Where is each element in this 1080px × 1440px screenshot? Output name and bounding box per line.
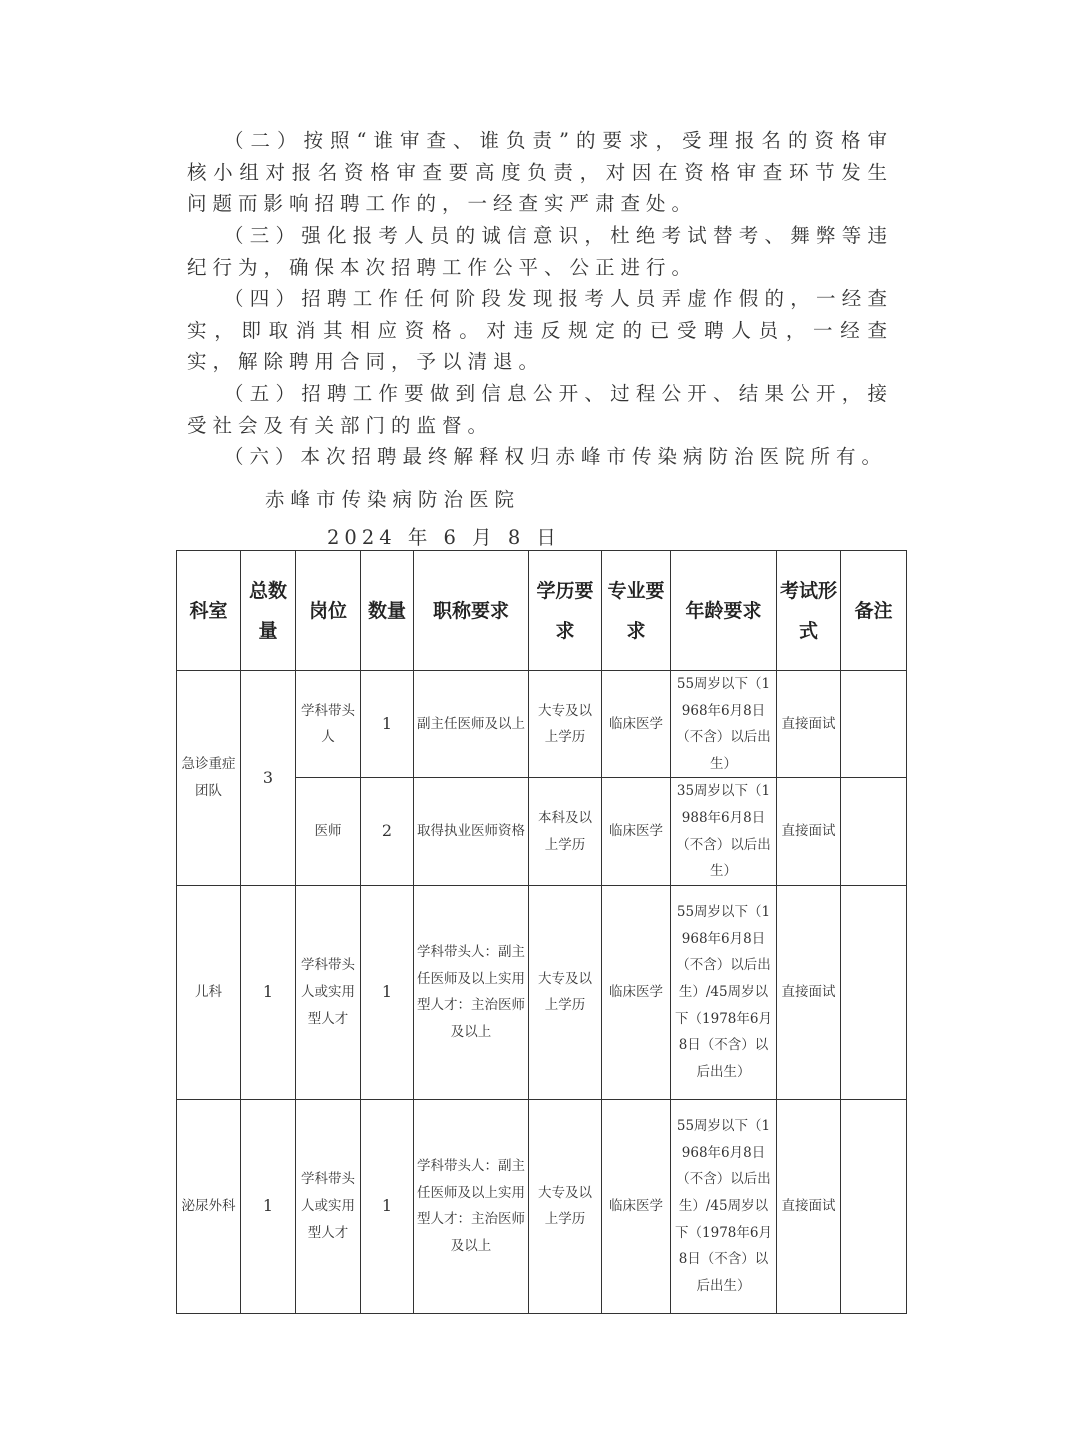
cell-position: 学科带头人或实用型人才 — [296, 1099, 361, 1313]
paragraph-4: （四）招聘工作任何阶段发现报考人员弄虚作假的，一经查实，即取消其相应资格。对违反规定的已受聘人员，一经查实，解除聘用合同，予以清退。 — [187, 287, 893, 373]
cell-note — [841, 671, 907, 778]
cell-count: 2 — [361, 778, 414, 885]
header-age-req: 年龄要求 — [671, 551, 777, 671]
header-title-req: 职称要求 — [414, 551, 529, 671]
cell-exam-form: 直接面试 — [777, 778, 841, 885]
paragraph-3: （三）强化报考人员的诚信意识，杜绝考试替考、舞弊等违纪行为，确保本次招聘工作公平、公正进行。 — [187, 224, 893, 279]
cell-exam-form: 直接面试 — [777, 1099, 841, 1313]
cell-edu-req: 本科及以上学历 — [529, 778, 602, 885]
cell-edu-req: 大专及以上学历 — [529, 1099, 602, 1313]
cell-count: 1 — [361, 885, 414, 1099]
cell-total: 3 — [241, 671, 296, 886]
cell-total: 1 — [241, 1099, 296, 1313]
cell-note — [841, 778, 907, 885]
cell-note — [841, 885, 907, 1099]
cell-edu-req: 大专及以上学历 — [529, 885, 602, 1099]
cell-major-req: 临床医学 — [602, 671, 671, 778]
table-header-row — [177, 551, 907, 671]
cell-title-req: 副主任医师及以上 — [414, 671, 529, 778]
header-edu-req: 学历要求 — [529, 551, 602, 671]
cell-department: 儿科 — [177, 885, 241, 1099]
header-note: 备注 — [841, 551, 907, 671]
cell-exam-form: 直接面试 — [777, 885, 841, 1099]
header-department: 科室 — [177, 551, 241, 671]
cell-count: 1 — [361, 671, 414, 778]
cell-age-req: 55周岁以下（1968年6月8日（不含）以后出生）/45周岁以下（1978年6月8日（不含）以后出生） — [671, 1099, 777, 1313]
cell-title-req: 学科带头人：副主任医师及以上实用型人才：主治医师及以上 — [414, 885, 529, 1099]
cell-position: 学科带头人 — [296, 671, 361, 778]
cell-age-req: 55周岁以下（1968年6月8日（不含）以后出生） — [671, 671, 777, 778]
cell-total: 1 — [241, 885, 296, 1099]
cell-major-req: 临床医学 — [602, 1099, 671, 1313]
cell-major-req: 临床医学 — [602, 778, 671, 885]
cell-title-req: 学科带头人：副主任医师及以上实用型人才：主治医师及以上 — [414, 1099, 529, 1313]
signature-date: 2024 年 6 月 8 日 — [327, 526, 561, 549]
header-major-req: 专业要求 — [602, 551, 671, 671]
paragraph-2: （二）按照“谁审查、谁负责”的要求，受理报名的资格审核小组对报名资格审查要高度负责，对因在资格审查环节发生问题而影响招聘工作的，一经查实严肃查处。 — [187, 129, 893, 215]
cell-exam-form: 直接面试 — [777, 671, 841, 778]
table-row — [177, 671, 907, 778]
cell-edu-req: 大专及以上学历 — [529, 671, 602, 778]
table-row — [177, 885, 907, 1099]
cell-position: 医师 — [296, 778, 361, 885]
cell-department: 急诊重症团队 — [177, 671, 241, 886]
header-exam-form: 考试形式 — [777, 551, 841, 671]
cell-age-req: 55周岁以下（1968年6月8日（不含）以后出生）/45周岁以下（1978年6月8日（不含）以后出生） — [671, 885, 777, 1099]
header-position: 岗位 — [296, 551, 361, 671]
signature-org: 赤峰市传染病防治医院 — [265, 488, 521, 511]
header-total: 总数量 — [241, 551, 296, 671]
cell-count: 1 — [361, 1099, 414, 1313]
table-row — [177, 1099, 907, 1313]
paragraph-5: （五）招聘工作要做到信息公开、过程公开、结果公开，接受社会及有关部门的监督。 — [187, 382, 893, 437]
cell-title-req: 取得执业医师资格 — [414, 778, 529, 885]
recruitment-table — [176, 550, 907, 1314]
cell-major-req: 临床医学 — [602, 885, 671, 1099]
cell-age-req: 35周岁以下（1988年6月8日（不含）以后出生） — [671, 778, 777, 885]
cell-note — [841, 1099, 907, 1313]
paragraph-6: （六）本次招聘最终解释权归赤峰市传染病防治医院所有。 — [224, 445, 888, 468]
cell-position: 学科带头人或实用型人才 — [296, 885, 361, 1099]
header-count: 数量 — [361, 551, 414, 671]
cell-department: 泌尿外科 — [177, 1099, 241, 1313]
